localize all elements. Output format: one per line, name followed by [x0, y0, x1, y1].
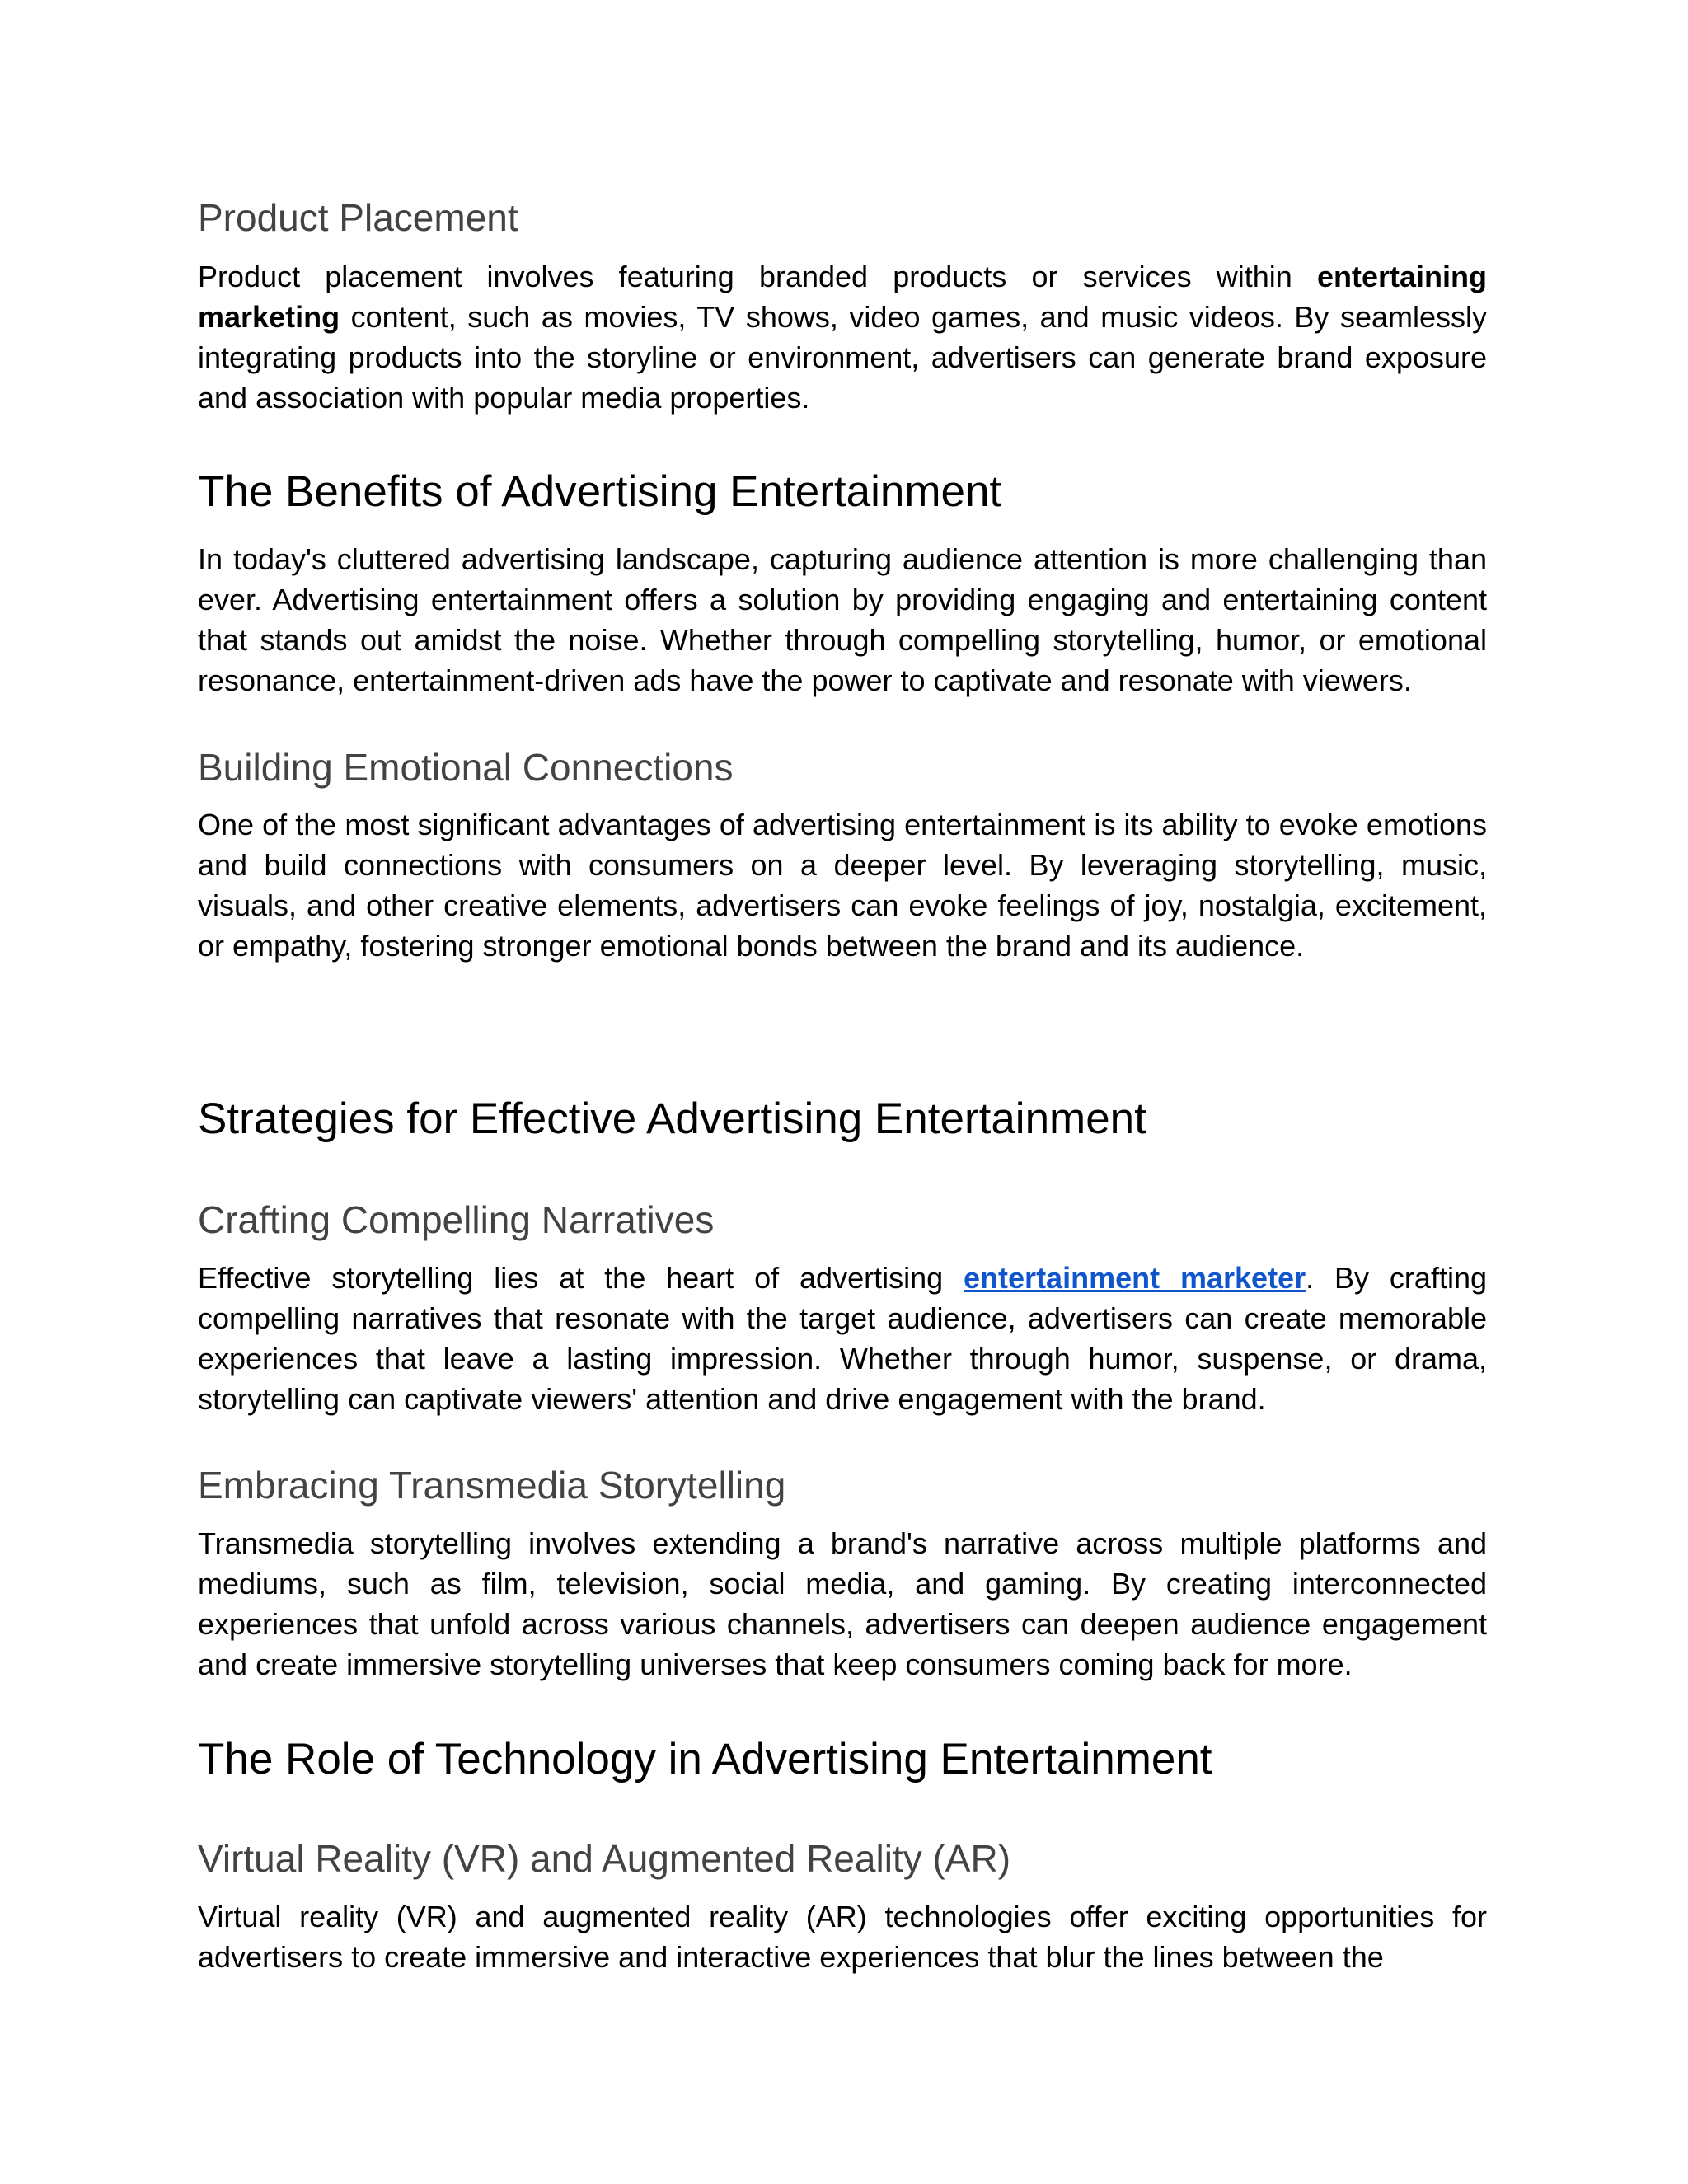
narratives-text-start: Effective storytelling lies at the heart of advertising — [198, 1261, 964, 1295]
heading-vr-ar: Virtual Reality (VR) and Augmented Reality (AR) — [198, 1837, 1011, 1880]
entertainment-marketer-link[interactable]: entertainment marketer — [964, 1261, 1306, 1295]
product-placement-bold: entertaining marketing — [198, 260, 1487, 334]
narratives-text-end: . By crafting compelling narratives that resonate with the target audience, advertisers can create memorable experiences that leave a lasting impression. Whether through humor, suspense, or drama, storytelling can captivate viewers' attention and drive engagement with the brand. — [198, 1261, 1487, 1416]
paragraph-transmedia: Transmedia storytelling involves extending a brand's narrative across multiple platforms and mediums, such as film, television, social media, and gaming. By creating interconnected experiences that unfold across various channels, advertisers can deepen audience engagement and create immersive storytelling universes that keep consumers coming back for more. — [198, 1526, 1487, 1681]
heading-crafting-narratives: Crafting Compelling Narratives — [198, 1198, 715, 1241]
heading-emotional-connections: Building Emotional Connections — [198, 746, 734, 789]
heading-benefits: The Benefits of Advertising Entertainment — [198, 467, 1002, 516]
paragraph-benefits: In today's cluttered advertising landscape, capturing audience attention is more challenging than ever. Advertising entertainment offers a solution by providing engaging and entertaining content that stands out amidst the noise. Whether through compelling storytelling, humor, or emotional resonance, entertainment-driven ads have the power to captivate and resonate with viewers. — [198, 542, 1487, 697]
heading-transmedia: Embracing Transmedia Storytelling — [198, 1464, 786, 1507]
heading-technology: The Role of Technology in Advertising Entertainment — [198, 1735, 1212, 1783]
product-placement-text-end: content, such as movies, TV shows, video games, and music videos. By seamlessly integrating products into the storyline or environment, advertisers can generate brand exposure and association with popular media properties. — [198, 300, 1487, 415]
paragraph-vr-ar: Virtual reality (VR) and augmented reality (AR) technologies offer exciting opportunities for advertisers to create immersive and interactive experiences that blur the lines between the — [198, 1900, 1487, 1974]
heading-strategies: Strategies for Effective Advertising Entertainment — [198, 1094, 1146, 1143]
paragraph-emotional-connections: One of the most significant advantages of advertising entertainment is its ability to evoke emotions and build connections with consumers on a deeper level. By leveraging storytelling, music, visuals, and other creative elements, advertisers can evoke feelings of joy, nostalgia, excitement, or empathy, fostering stronger emotional bonds between the brand and its audience. — [198, 808, 1487, 963]
paragraph-product-placement — [198, 256, 1487, 418]
paragraph-crafting-narratives — [198, 1258, 1487, 1419]
heading-product-placement: Product Placement — [198, 196, 518, 239]
product-placement-text-start: Product placement involves featuring branded products or services within — [198, 260, 1317, 293]
